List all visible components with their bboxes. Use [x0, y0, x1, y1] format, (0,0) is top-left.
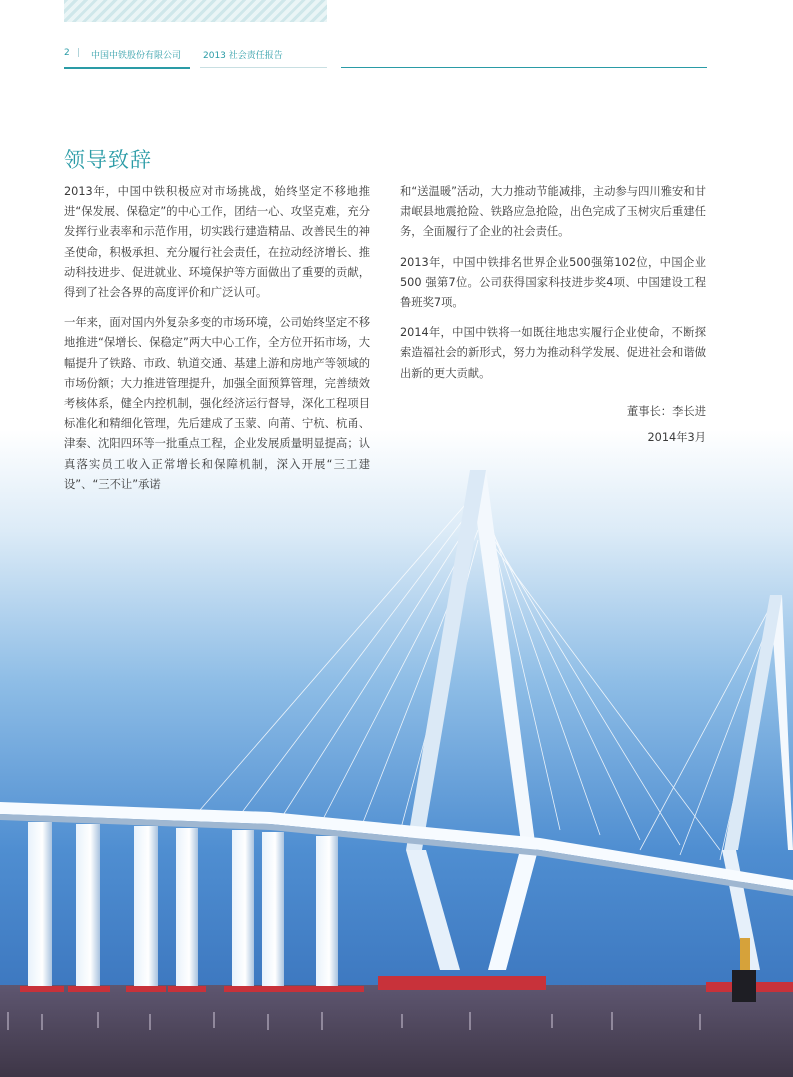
report-name: 2013 社会责任报告 [203, 51, 283, 61]
paragraph: 2013年，中国中铁积极应对市场挑战，始终坚定不移地推进“保发展、保稳定”的中心工作，团结一心、攻坚克难，充分发挥行业表率和示范作用，切实践行建造精品、改善民生的神圣使命，积极承担、充分履行社会责任，在拉动经济增长、推动科技进步、促进就业、环境保护等方面做出了重要的贡献，得到了社会各界的高度评价和广泛认可。 [64, 185, 370, 300]
header-rule-light [200, 67, 327, 68]
paragraph: 2014年，中国中铁将一如既往地忠实履行企业使命，不断探索造福社会的新形式，努力为推动科学发展、促进社会和谐做出新的更大贡献。 [400, 326, 706, 380]
body-left-column [64, 182, 370, 505]
bridge-photo [0, 430, 793, 1077]
body-right-column [400, 182, 706, 448]
header-rule-right [341, 67, 707, 68]
header-hatch-band [64, 0, 327, 22]
page-number: 2 [64, 48, 70, 58]
paragraph: 和“送温暖”活动，大力推动节能减排，主动参与四川雅安和甘肃岷县地震抢险、铁路应急抢险，出色完成了玉树灾后重建任务，全面履行了企业的社会责任。 [400, 185, 706, 239]
company-name: 中国中铁股份有限公司 [91, 51, 182, 61]
header-separator: | [77, 48, 81, 58]
paragraph: 一年来，面对国内外复杂多变的市场环境，公司始终坚定不移地推进“保增长、保稳定”两大中心工作，全方位开拓市场，大幅提升了铁路、市政、轨道交通、基建上游和房地产等领域的市场份额；大力推进管理提升，加强全面预算管理，完善绩效考核体系，健全内控机制，强化经济运行督导，深化工程项目标准化和精细化管理，先后建成了玉蒙、向莆、宁杭、杭甬、津秦、沈阳四环等一批重点工程，企业发展质量明显提高；认真落实员工收入正常增长和保障机制，深入开展“三工建设”、“三不让”承诺 [64, 316, 370, 491]
header-rule-accent [64, 67, 190, 69]
page-title: 领导致辞 [64, 148, 152, 173]
paragraph: 2013年，中国中铁排名世界企业500强第102位，中国企业500 强第7位。公司获得国家科技进步奖4项、中国建设工程鲁班奖7项。 [400, 255, 706, 310]
signature: 董事长：李长进 [626, 404, 706, 418]
date: 2014年3月 [647, 431, 706, 445]
